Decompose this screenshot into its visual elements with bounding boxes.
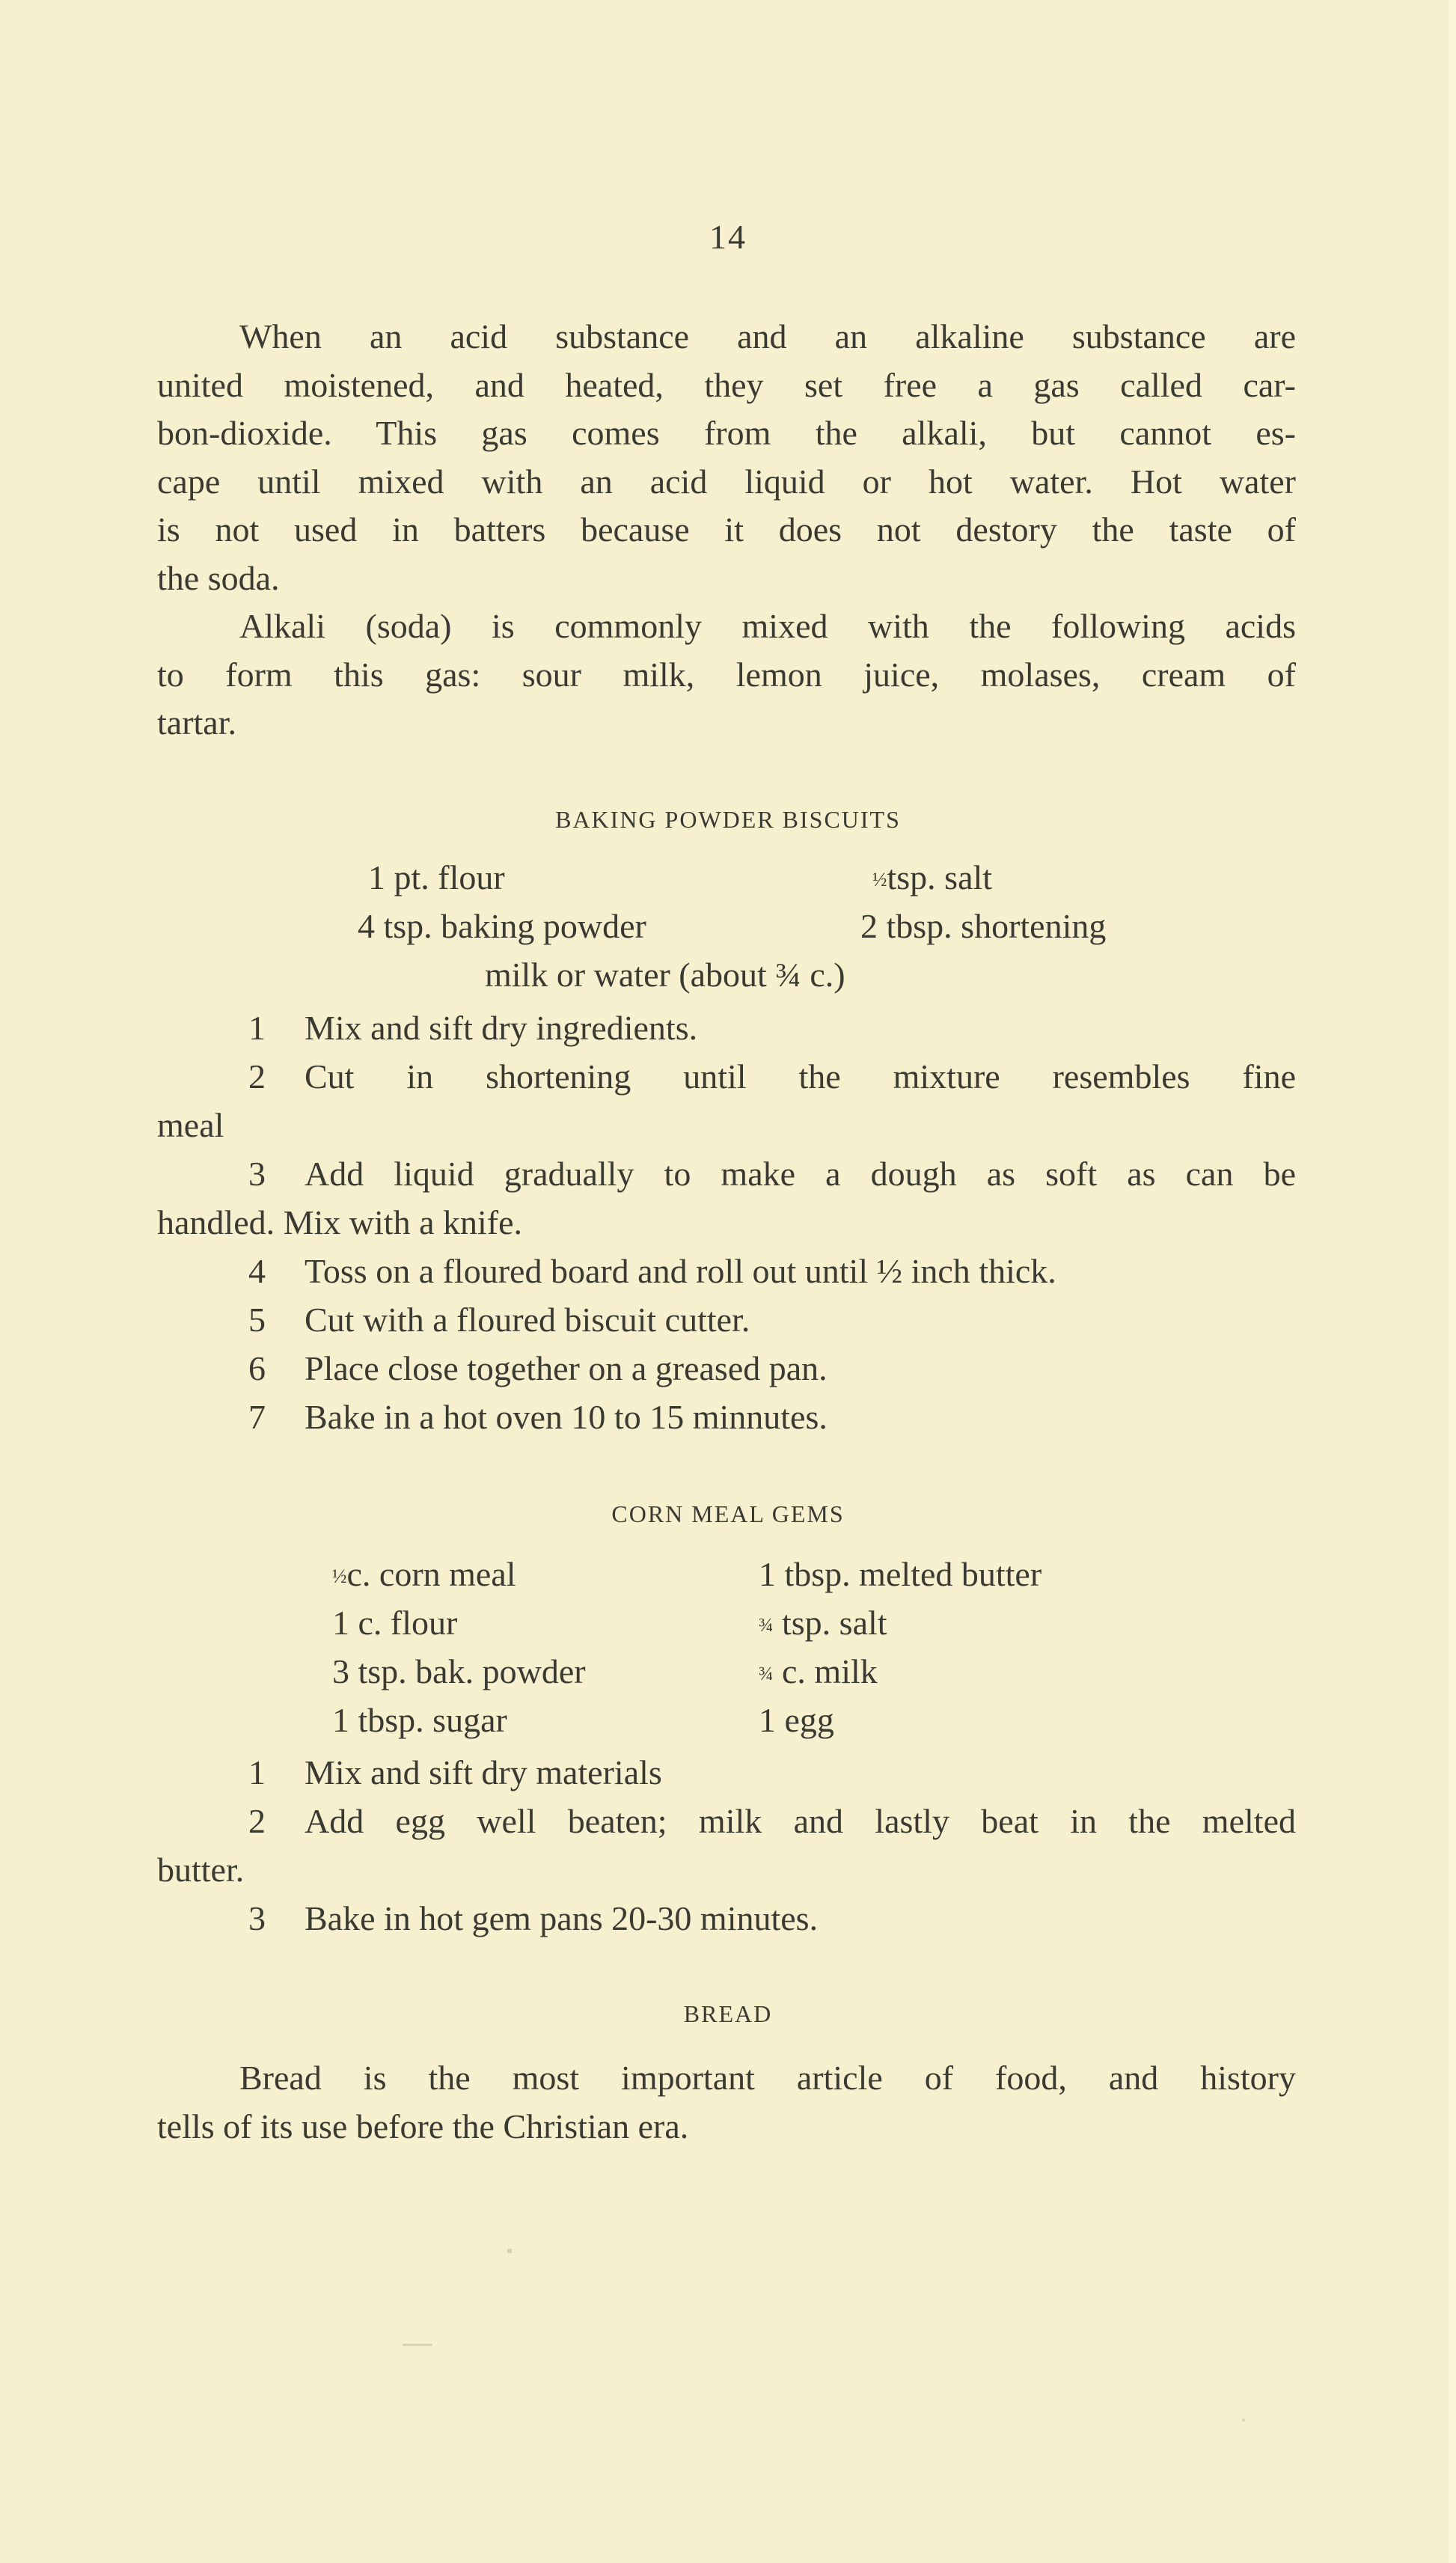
ingredient-amount: 4 xyxy=(358,907,375,945)
step-number: 2 xyxy=(248,1802,266,1840)
ingredient-text: tsp. salt xyxy=(887,858,993,896)
ingredient xyxy=(332,1700,507,1740)
text-line: cape until mixed with an acid liquid or hot water. Hot water xyxy=(157,462,1296,501)
ingredient-amount: 1 xyxy=(759,1701,776,1739)
ingredient-amount: 1 xyxy=(332,1604,349,1642)
ingredient-amount: ½ xyxy=(332,1565,347,1587)
ingredient-amount: ¾ xyxy=(759,1614,774,1636)
step-text: Add liquid gradually to make a dough as soft as can be xyxy=(305,1155,1296,1193)
step-continuation: butter. xyxy=(157,1850,245,1889)
recipe-step xyxy=(157,1345,1296,1393)
ingredient xyxy=(759,1603,887,1643)
ingredient-text: tbsp. shortening xyxy=(886,907,1107,945)
ingredient-text: c. corn meal xyxy=(346,1555,516,1593)
recipe-title: BAKING POWDER BISCUITS xyxy=(555,806,901,833)
ingredient-amount: 3 xyxy=(332,1652,349,1690)
ingredient-amount: 1 xyxy=(368,858,385,896)
intro-paragraph-2 xyxy=(157,602,1296,748)
ingredient-text: pt. flour xyxy=(394,858,505,896)
page-edge xyxy=(1449,0,1456,2563)
step-number: 5 xyxy=(248,1301,266,1339)
ingredient xyxy=(759,1652,878,1691)
ingredient xyxy=(332,1603,457,1643)
paper-speck xyxy=(1242,2419,1245,2422)
step-text: Place close together on a greased pan. xyxy=(305,1349,828,1387)
step-text: Mix and sift dry materials xyxy=(305,1753,662,1791)
ingredient-text: egg xyxy=(784,1701,834,1739)
step-number: 2 xyxy=(248,1057,266,1096)
step-number: 3 xyxy=(248,1899,266,1937)
recipe-step xyxy=(157,1797,1296,1894)
text-line: tartar. xyxy=(157,703,236,742)
step-text: Add egg well beaten; milk and lastly beat in the melted xyxy=(305,1802,1296,1840)
text-line: the soda. xyxy=(157,558,280,597)
page-number: 14 xyxy=(709,218,747,256)
ingredient xyxy=(485,955,845,995)
text-line: When an acid substance and an alkaline substance are xyxy=(239,317,1296,355)
step-text: Cut in shortening until the mixture resembles fine xyxy=(305,1057,1296,1096)
recipe-step xyxy=(157,1895,1296,1943)
text-line: Bread is the most important article of food, and history xyxy=(239,2059,1296,2097)
ingredient-text: tsp. salt xyxy=(782,1604,887,1642)
ingredient-amount: 1 xyxy=(759,1555,776,1593)
ingredient-text: c. flour xyxy=(358,1604,458,1642)
recipe-step xyxy=(157,1150,1296,1247)
step-text: Mix and sift dry ingredients. xyxy=(305,1009,698,1047)
step-number: 1 xyxy=(248,1009,266,1047)
recipe-step xyxy=(157,1749,1296,1797)
ingredient-text: tbsp. melted butter xyxy=(784,1555,1042,1593)
text-line: to form this gas: sour milk, lemon juice, molases, cream of xyxy=(157,655,1296,694)
ingredient xyxy=(860,906,1106,946)
recipe-step xyxy=(157,1053,1296,1149)
ingredient xyxy=(358,906,646,946)
intro-paragraph-1 xyxy=(157,313,1296,602)
ingredient-amount: ½ xyxy=(872,869,887,891)
recipe-step xyxy=(157,1393,1296,1442)
paper-speck xyxy=(403,2344,432,2346)
ingredient-amount: 1 xyxy=(332,1701,349,1739)
ingredient xyxy=(759,1554,1041,1594)
step-number: 4 xyxy=(248,1252,266,1290)
ingredient-amount: ¾ xyxy=(759,1663,774,1684)
step-continuation: handled. Mix with a knife. xyxy=(157,1203,523,1241)
text-line: is not used in batters because it does not destory the taste of xyxy=(157,510,1296,549)
ingredient xyxy=(368,858,505,897)
ingredient-amount: 2 xyxy=(860,907,878,945)
ingredient-text: milk or water (about ¾ c.) xyxy=(485,956,845,994)
step-number: 1 xyxy=(248,1753,266,1791)
ingredient xyxy=(332,1652,586,1691)
step-text: Bake in a hot oven 10 to 15 minnutes. xyxy=(305,1398,828,1436)
recipe-step xyxy=(157,1296,1296,1345)
recipe-step xyxy=(157,1004,1296,1053)
text-line: tells of its use before the Christian era. xyxy=(157,2107,689,2145)
paper-speck xyxy=(507,2249,512,2253)
step-text: Bake in hot gem pans 20-30 minutes. xyxy=(305,1899,819,1937)
step-number: 7 xyxy=(248,1398,266,1436)
step-text: Toss on a floured board and roll out until ½ inch thick. xyxy=(305,1252,1056,1290)
text-line: Alkali (soda) is commonly mixed with the following acids xyxy=(239,607,1296,645)
ingredient xyxy=(872,858,992,897)
bread-paragraph xyxy=(157,2054,1296,2151)
step-number: 6 xyxy=(248,1349,266,1387)
ingredient-text: tbsp. sugar xyxy=(358,1701,507,1739)
step-number: 3 xyxy=(248,1155,266,1193)
recipe-step xyxy=(157,1247,1296,1296)
ingredient-text: tsp. bak. powder xyxy=(358,1652,586,1690)
ingredient xyxy=(759,1700,834,1740)
text-line: united moistened, and heated, they set free a gas called car- xyxy=(157,365,1296,404)
ingredient-text: tsp. baking powder xyxy=(383,907,646,945)
section-title: BREAD xyxy=(683,2000,773,2027)
ingredient-text: c. milk xyxy=(782,1652,878,1690)
ingredient xyxy=(332,1554,516,1594)
text-line: bon-dioxide. This gas comes from the alkali, but cannot es- xyxy=(157,414,1296,452)
step-continuation: meal xyxy=(157,1105,224,1144)
recipe-title: CORN MEAL GEMS xyxy=(611,1500,845,1527)
step-text: Cut with a floured biscuit cutter. xyxy=(305,1301,750,1339)
